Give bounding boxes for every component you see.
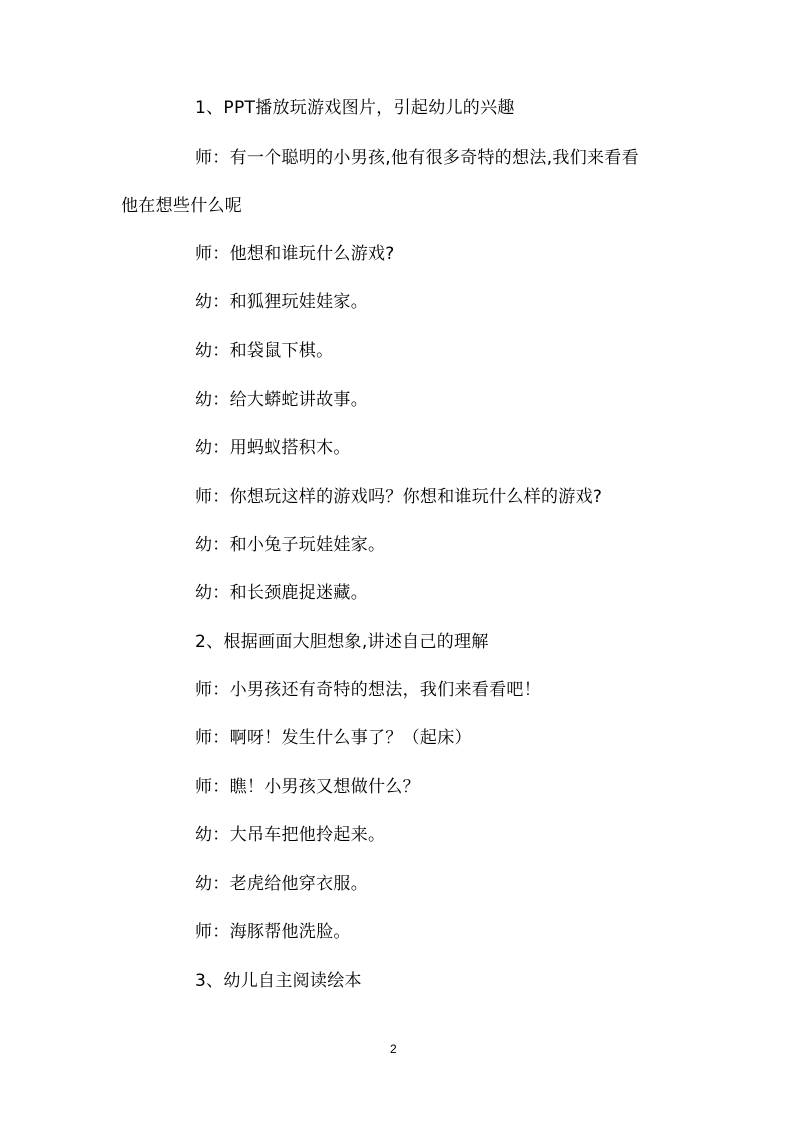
page-number: 2 xyxy=(390,1042,397,1056)
section-heading-3: 3、幼儿自主阅读绘本 xyxy=(195,971,362,991)
dialogue-line: 师：你想玩这样的游戏吗？你想和谁玩什么样的游戏? xyxy=(195,487,603,507)
dialogue-line: 师：有一个聪明的小男孩,他有很多奇特的想法,我们来看看 xyxy=(195,148,639,168)
dialogue-line: 师：啊呀！发生什么事了？（起床） xyxy=(195,728,472,748)
dialogue-line: 师：小男孩还有奇特的想法，我们来看看吧！ xyxy=(195,680,541,700)
dialogue-line: 师：他想和谁玩什么游戏? xyxy=(195,244,395,264)
dialogue-line: 幼：给大蟒蛇讲故事。 xyxy=(195,390,368,410)
dialogue-line: 幼：和小兔子玩娃娃家。 xyxy=(195,535,386,555)
dialogue-line: 幼：和长颈鹿捉迷藏。 xyxy=(195,583,368,603)
dialogue-line: 师：瞧！小男孩又想做什么？ xyxy=(195,777,420,797)
dialogue-line: 幼：和袋鼠下棋。 xyxy=(195,341,334,361)
dialogue-line-continuation: 他在想些什么呢 xyxy=(121,196,243,216)
dialogue-line: 幼：用蚂蚁搭积木。 xyxy=(195,438,351,458)
dialogue-line: 师：海豚帮他洗脸。 xyxy=(195,922,351,942)
dialogue-line: 幼：老虎给他穿衣服。 xyxy=(195,874,368,894)
section-heading-2: 2、根据画面大胆想象,讲述自己的理解 xyxy=(195,632,489,652)
section-heading-1: 1、PPT播放玩游戏图片，引起幼儿的兴趣 xyxy=(195,98,515,118)
dialogue-line: 幼：和狐狸玩娃娃家。 xyxy=(195,292,368,312)
dialogue-line: 幼：大吊车把他拎起来。 xyxy=(195,825,386,845)
